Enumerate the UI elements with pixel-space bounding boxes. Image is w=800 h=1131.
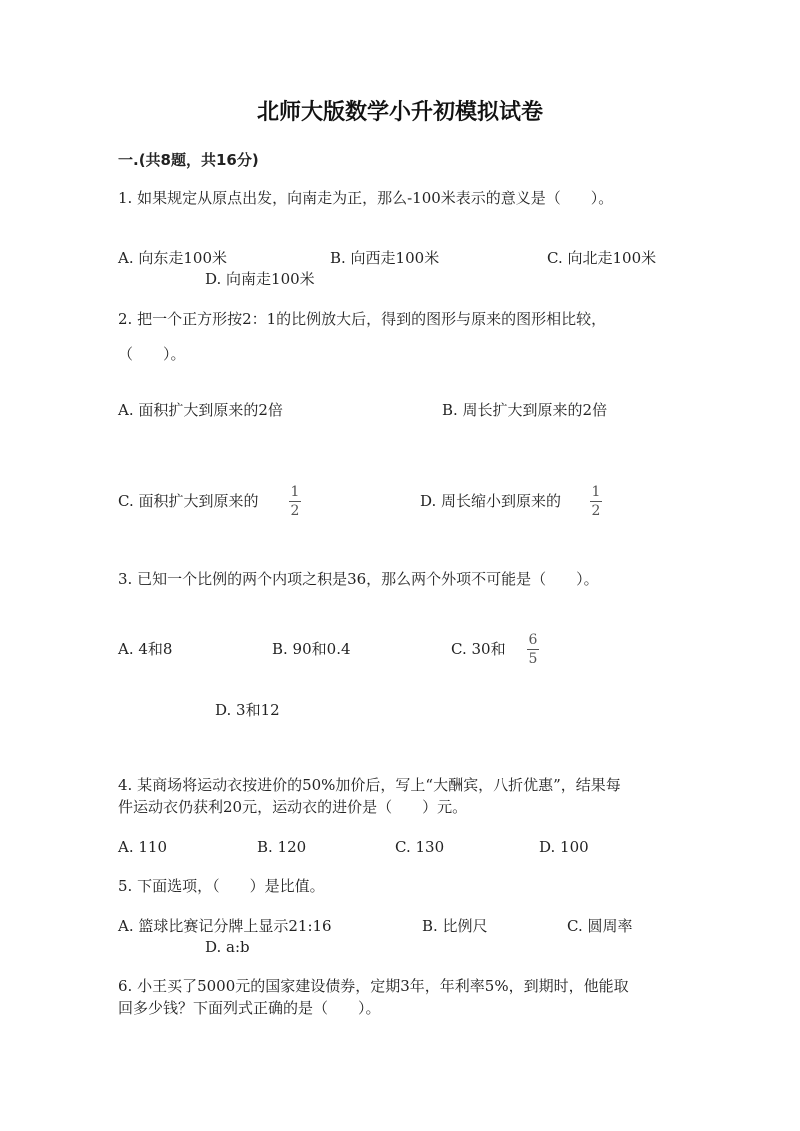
page-title: 北师大版数学小升初模拟试卷	[256, 100, 543, 125]
question-3-stem: 3. 已知一个比例的两个内项之积是36，那么两个外项不可能是（ ）。	[118, 570, 599, 588]
question-1-option-a: A. 向东走100米	[118, 249, 227, 267]
question-2-option-c-fraction	[289, 484, 301, 519]
question-3-option-c: C. 30和	[451, 640, 506, 658]
section-heading: 一.(共8题，共16分)	[118, 151, 259, 169]
question-6-stem-line-2: 回多少钱？下面列式正确的是（ ）。	[118, 999, 381, 1017]
fraction-bar	[289, 501, 301, 502]
question-2-option-c: C. 面积扩大到原来的	[118, 492, 259, 510]
fraction-denominator: 2	[591, 503, 601, 519]
question-2-stem-line-2: （ ）。	[118, 345, 186, 363]
question-1-stem: 1. 如果规定从原点出发，向南走为正，那么-100米表示的意义是（ ）。	[118, 189, 614, 207]
question-4-option-a: A. 110	[118, 838, 167, 856]
question-5-stem: 5. 下面选项，（ ）是比值。	[118, 877, 325, 895]
question-4-option-c: C. 130	[395, 838, 445, 856]
question-3-option-d: D. 3和12	[215, 701, 280, 719]
question-1-option-c: C. 向北走100米	[547, 249, 657, 267]
fraction-denominator: 2	[290, 503, 300, 519]
fraction-denominator: 5	[528, 651, 538, 667]
question-2-option-d: D. 周长缩小到原来的	[420, 492, 562, 510]
fraction-numerator: 1	[591, 484, 601, 500]
question-4-option-d: D. 100	[539, 838, 589, 856]
question-2-option-a: A. 面积扩大到原来的2倍	[118, 401, 283, 419]
fraction-numerator: 6	[528, 632, 538, 648]
question-5-option-c: C. 圆周率	[567, 917, 633, 935]
question-3-option-a: A. 4和8	[118, 640, 173, 658]
question-5-option-b: B. 比例尺	[422, 917, 488, 935]
question-4-stem-line-2: 件运动衣仍获利20元，运动衣的进价是（ ）元。	[118, 798, 468, 816]
fraction-bar	[527, 649, 539, 650]
question-1-option-d: D. 向南走100米	[205, 270, 315, 288]
fraction-bar	[590, 501, 602, 502]
question-1-option-b: B. 向西走100米	[330, 249, 440, 267]
question-5-option-d: D. a:b	[205, 938, 250, 956]
fraction-numerator: 1	[290, 484, 300, 500]
question-4-option-b: B. 120	[257, 838, 307, 856]
question-4-stem-line-1: 4. 某商场将运动衣按进价的50%加价后，写上“大酬宾，八折优惠”，结果每	[118, 776, 621, 794]
question-6-stem-line-1: 6. 小王买了5000元的国家建设债券，定期3年，年利率5%，到期时，他能取	[118, 977, 629, 995]
question-3-option-c-fraction	[527, 632, 539, 667]
question-2-option-d-fraction	[590, 484, 602, 519]
question-2-option-b: B. 周长扩大到原来的2倍	[442, 401, 608, 419]
question-3-option-b: B. 90和0.4	[272, 640, 351, 658]
question-5-option-a: A. 篮球比赛记分牌上显示21:16	[118, 917, 332, 935]
question-2-stem-line-1: 2. 把一个正方形按2：1的比例放大后，得到的图形与原来的图形相比较，	[118, 310, 607, 328]
